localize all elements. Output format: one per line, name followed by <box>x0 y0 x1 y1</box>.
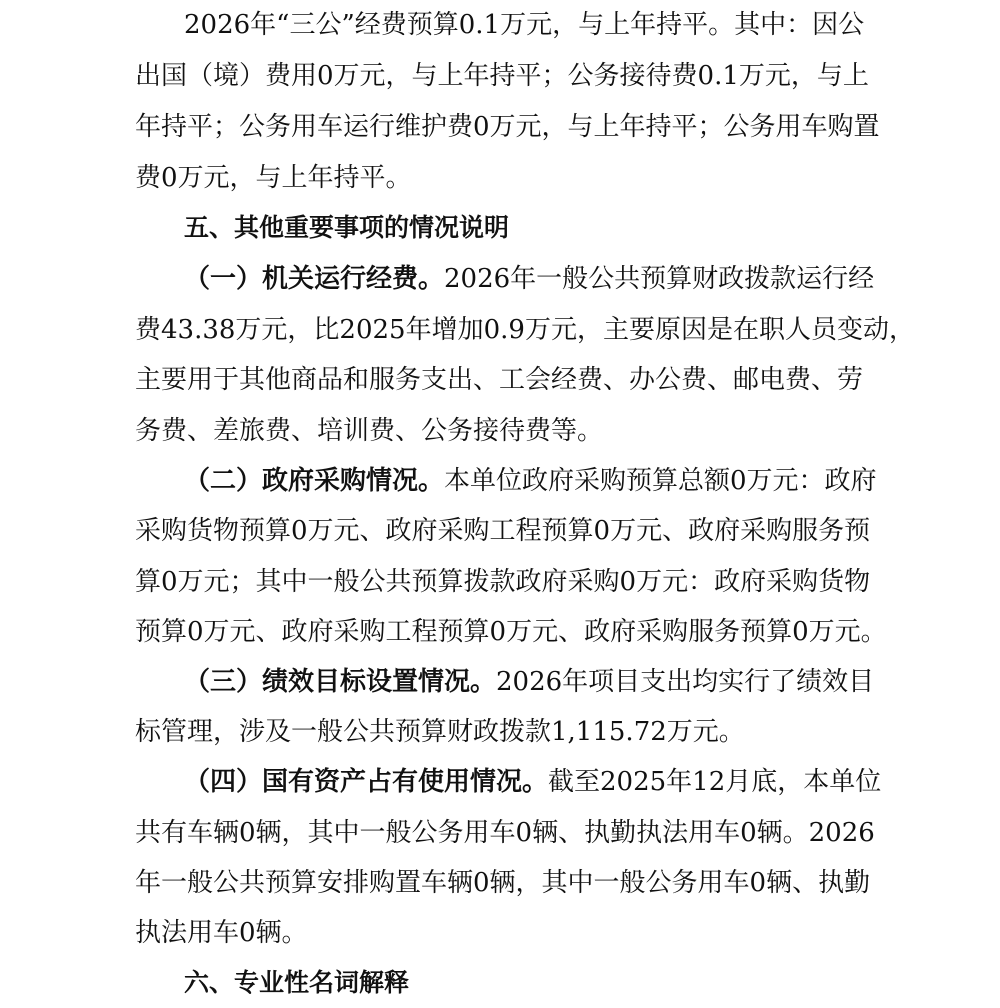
item-text: 2026年项目支出均实行了绩效目 <box>496 667 875 697</box>
paragraph-line: 年一般公共预算安排购置车辆0辆，其中一般公务用车0辆、执勤 <box>135 868 871 898</box>
item-lead: （三）绩效目标设置情况。 <box>184 667 497 697</box>
item-lead: （二）政府采购情况。 <box>184 466 445 496</box>
section-heading: 六、专业性名词解释 <box>184 968 410 997</box>
paragraph-line: 算0万元；其中一般公共预算拨款政府采购0万元：政府采购货物 <box>135 567 871 597</box>
item-lead: （一）机关运行经费。 <box>184 264 445 294</box>
paragraph-line: 预算0万元、政府采购工程预算0万元、政府采购服务预算0万元。 <box>135 617 887 647</box>
paragraph-line: 主要用于其他商品和服务支出、工会经费、办公费、邮电费、劳 <box>135 365 864 395</box>
item-text: 2026年一般公共预算财政拨款运行经 <box>444 264 875 294</box>
paragraph-line: 出国（境）费用0万元，与上年持平；公务接待费0.1万元，与上 <box>135 61 869 91</box>
paragraph-line: 费43.38万元，比2025年增加0.9万元，主要原因是在职人员变动， <box>135 315 915 345</box>
paragraph-line: 年持平；公务用车运行维护费0万元，与上年持平；公务用车购置 <box>135 112 880 142</box>
paragraph-line <box>184 757 881 807</box>
paragraph-line: 务费、差旅费、培训费、公务接待费等。 <box>135 416 604 446</box>
item-lead: （四）国有资产占有使用情况。 <box>184 767 549 797</box>
paragraph-line: 采购货物预算0万元、政府采购工程预算0万元、政府采购服务预 <box>135 516 871 546</box>
paragraph-line: 2026年“三公”经费预算0.1万元，与上年持平。其中：因公 <box>184 10 865 40</box>
item-text: 本单位政府采购预算总额0万元：政府 <box>444 466 877 496</box>
paragraph-line: 费0万元，与上年持平。 <box>135 163 412 193</box>
section-heading: 五、其他重要事项的情况说明 <box>184 213 510 242</box>
paragraph-line: 执法用车0辆。 <box>135 918 308 948</box>
paragraph-line <box>184 254 874 304</box>
paragraph-line: 共有车辆0辆，其中一般公务用车0辆、执勤执法用车0辆。2026 <box>135 818 875 848</box>
paragraph-line <box>184 456 877 506</box>
paragraph-line: 标管理，涉及一般公共预算财政拨款1,115.72万元。 <box>135 717 745 747</box>
paragraph-line <box>184 657 874 707</box>
item-text: 截至2025年12月底，本单位 <box>548 767 882 797</box>
